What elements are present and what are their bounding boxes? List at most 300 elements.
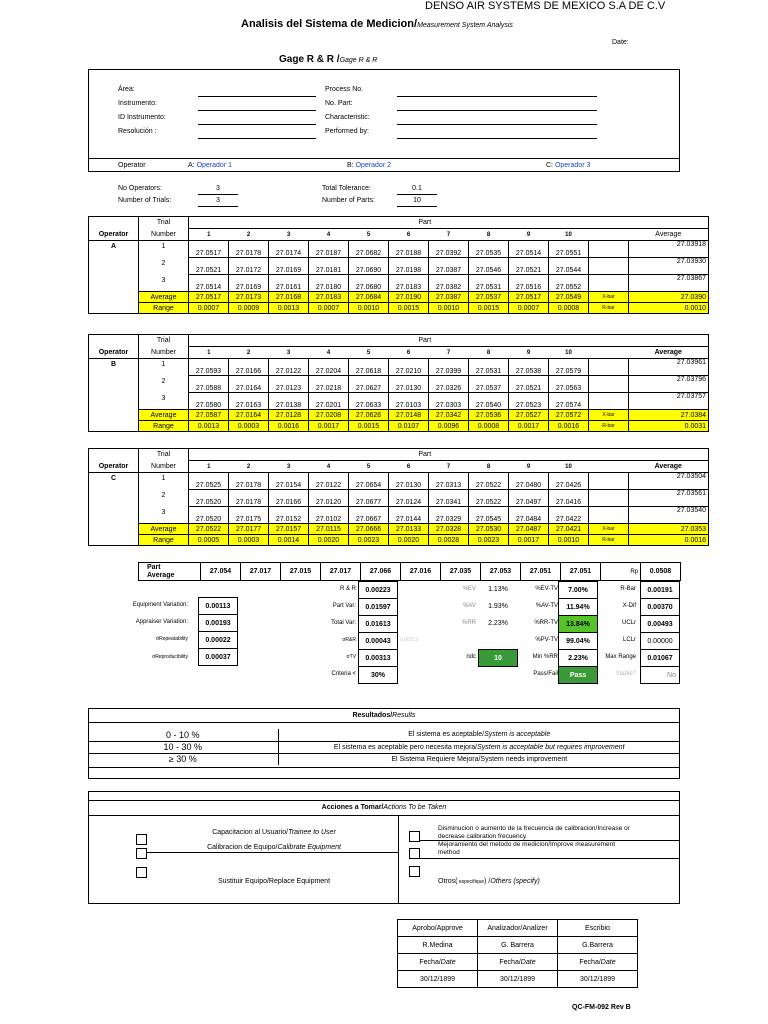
results-title: Resultados/Results xyxy=(352,712,416,719)
trial-average: 27.03561 xyxy=(629,490,709,507)
signoff-table xyxy=(397,919,638,988)
company-name: DENSO AIR SYSTEMS DE MEXICO S.A DE C.V xyxy=(425,0,666,12)
average-header: Average xyxy=(629,347,709,359)
measurement-cell[interactable]: 27.0588 xyxy=(189,376,229,393)
measurement-cell[interactable]: 27.0169 xyxy=(229,275,269,292)
part-column-header: 5 xyxy=(349,461,389,473)
measurement-cell[interactable]: 27.0538 xyxy=(509,359,549,376)
measurement-cell[interactable]: 27.0545 xyxy=(469,507,509,524)
measurement-cell[interactable]: 27.0130 xyxy=(389,376,429,393)
operator-block-b xyxy=(88,334,709,432)
operator-block-a xyxy=(88,216,709,314)
part-average-value: 27.015 xyxy=(281,563,321,581)
trial-average: 27.03961 xyxy=(629,359,709,376)
pvtv-label: %PV-TV xyxy=(535,637,558,643)
rbar-label: R-bar xyxy=(589,535,629,546)
part-column-header: 9 xyxy=(509,347,549,359)
trial-header: Trial xyxy=(156,219,171,227)
measurement-cell[interactable]: 27.0138 xyxy=(269,393,309,410)
instrumento-label: Instrumento: xyxy=(118,100,157,107)
xbar-value: 27.0384 xyxy=(629,410,709,421)
average-cell: 27.0115 xyxy=(309,524,349,535)
range-cell: 0.0003 xyxy=(229,421,269,432)
rbar-label: R-Bar xyxy=(620,586,636,592)
measurement-cell[interactable]: 27.0544 xyxy=(549,258,589,275)
measurement-cell[interactable]: 27.0387 xyxy=(429,258,469,275)
measurement-cell[interactable]: 27.0690 xyxy=(349,258,389,275)
date-label: Date: xyxy=(612,39,629,46)
measurement-cell[interactable]: 27.0522 xyxy=(469,490,509,507)
measurement-cell[interactable]: 27.0682 xyxy=(349,241,389,258)
action-other-label: Otros( especifique) /Others (specify) xyxy=(438,878,540,885)
part-column-header: 5 xyxy=(349,347,389,359)
measurement-cell[interactable]: 27.0517 xyxy=(189,241,229,258)
average-cell: 27.0342 xyxy=(429,410,469,421)
part-column-header: 6 xyxy=(389,347,429,359)
lcl-label: LCLr xyxy=(622,637,636,643)
trial-number: 3 xyxy=(161,276,166,284)
result-text: El sistema es aceptable pero necesita mejora/System is acceptable but requires improvement xyxy=(278,741,680,753)
range-cell: 0.0107 xyxy=(389,421,429,432)
part-column-header: 9 xyxy=(509,461,549,473)
ev-value: 0.00113 xyxy=(199,598,238,615)
measurement-cell[interactable]: 27.0122 xyxy=(269,359,309,376)
measurement-cell[interactable]: 27.0680 xyxy=(349,275,389,292)
part-average-value: 27.035 xyxy=(441,563,481,581)
average-cell: 27.0128 xyxy=(269,410,309,421)
average-cell: 27.0517 xyxy=(189,292,229,303)
measurement-cell[interactable]: 27.0161 xyxy=(269,275,309,292)
maxr-value: 0.01067 xyxy=(641,650,680,667)
measurement-cell[interactable]: 27.0497 xyxy=(509,490,549,507)
pv-value: 0.01597 xyxy=(359,599,398,616)
measurement-cell[interactable]: 27.0535 xyxy=(469,241,509,258)
action-calibrate-checkbox[interactable] xyxy=(136,848,147,859)
trial-header: Trial xyxy=(156,337,171,345)
measurement-cell[interactable]: 27.0399 xyxy=(429,359,469,376)
signoff-date: 30/12/1899 xyxy=(398,971,478,988)
trial-average: 27.03918 xyxy=(629,241,709,258)
range-cell: 0.0003 xyxy=(229,535,269,546)
ucl-label: UCLr xyxy=(621,620,636,626)
trial-average: 27.03504 xyxy=(629,473,709,490)
xbar-value: 27.0353 xyxy=(629,524,709,535)
measurement-cell[interactable]: 27.0633 xyxy=(349,393,389,410)
parts-value[interactable]: 10 xyxy=(413,197,421,204)
average-cell: 27.0530 xyxy=(469,524,509,535)
measurement-cell[interactable]: 27.0144 xyxy=(389,507,429,524)
measurement-cell[interactable]: 27.0654 xyxy=(349,473,389,490)
xbar-label: X-bar xyxy=(589,524,629,535)
measurement-cell[interactable]: 27.0174 xyxy=(269,241,309,258)
measurement-cell[interactable]: 27.0525 xyxy=(189,473,229,490)
trial-average: 27.03540 xyxy=(629,507,709,524)
gage-title xyxy=(279,54,377,67)
part-column-header: 7 xyxy=(429,229,469,241)
measurement-cell[interactable]: 27.0166 xyxy=(269,490,309,507)
measurement-cell[interactable]: 27.0522 xyxy=(469,473,509,490)
action-method-checkbox[interactable] xyxy=(409,848,420,859)
pf-label: Pass/Fail xyxy=(533,671,558,677)
measurement-cell[interactable]: 27.0175 xyxy=(229,507,269,524)
otv-label: σTV xyxy=(346,654,356,660)
action-replace-label: Sustituir Equipo/Replace Equipment xyxy=(217,878,331,885)
part-average-value: 27.051 xyxy=(561,563,601,581)
measurement-cell[interactable]: 27.0552 xyxy=(549,275,589,292)
orep-value: 0.00022 xyxy=(199,632,238,649)
measurement-cell[interactable]: 27.0201 xyxy=(309,393,349,410)
measurement-cell[interactable]: 27.0313 xyxy=(429,473,469,490)
average-header: Average xyxy=(629,461,709,473)
xbar-value: 27.0390 xyxy=(629,292,709,303)
measurement-cell[interactable]: 27.0580 xyxy=(189,393,229,410)
measurement-cell[interactable]: 27.0204 xyxy=(309,359,349,376)
xdif-value: 0.00370 xyxy=(641,599,680,616)
pev-label: %EV xyxy=(462,586,476,592)
pv-label: Part Var: xyxy=(332,603,356,609)
measurement-cell[interactable]: 27.0520 xyxy=(189,490,229,507)
measurement-cell[interactable]: 27.0181 xyxy=(309,258,349,275)
minrr-label: Min %RR xyxy=(532,654,558,660)
trial-average: 27.03796 xyxy=(629,376,709,393)
range-cell: 0.0010 xyxy=(549,535,589,546)
action-frequency-label: Disminucion o aumento de la frecuencia de calibracion/Increase or decrease calibration frecuency xyxy=(438,825,630,840)
operator-letter: B xyxy=(89,359,139,410)
no-operators-value[interactable]: 3 xyxy=(216,185,220,192)
part-column-header: 2 xyxy=(229,461,269,473)
measurement-cell[interactable]: 27.0178 xyxy=(229,241,269,258)
signoff-name: R.Medina xyxy=(398,937,478,954)
result-range: ≥ 30 % xyxy=(88,753,278,765)
pass-fail-value: Pass xyxy=(559,667,598,684)
measurement-cell[interactable]: 27.0551 xyxy=(549,241,589,258)
measurement-cell[interactable]: 27.0210 xyxy=(389,359,429,376)
measurement-cell[interactable]: 27.0198 xyxy=(389,258,429,275)
form-code: QC-FM-092 Rev B xyxy=(572,1004,631,1011)
ndc-value: 10 xyxy=(479,650,518,667)
ev-av-values xyxy=(198,597,238,666)
criteria-value[interactable]: 30% xyxy=(359,667,398,684)
part-column-header: 3 xyxy=(269,461,309,473)
no-part-field[interactable] xyxy=(397,110,597,111)
orr-value: 0.00043 xyxy=(359,633,398,650)
measurement-cell[interactable]: 27.0531 xyxy=(469,275,509,292)
average-row-label: Average xyxy=(139,410,189,421)
signoff-date-label: Fecha/Date xyxy=(558,954,638,971)
range-cell: 0.0028 xyxy=(429,535,469,546)
range-cell: 0.0013 xyxy=(189,421,229,432)
ndc-box xyxy=(478,649,518,667)
average-cell: 27.0587 xyxy=(189,410,229,421)
measurement-cell[interactable]: 27.0187 xyxy=(309,241,349,258)
measurement-cell[interactable]: 27.0103 xyxy=(389,393,429,410)
parts-label: Number of Parts: xyxy=(322,197,375,204)
signoff-date: 30/12/1899 xyxy=(558,971,638,988)
measurement-cell[interactable]: 27.0382 xyxy=(429,275,469,292)
rrtv-value: 13.84% xyxy=(559,616,598,633)
signoff-header: Aprobo/Approve xyxy=(398,920,478,937)
evtv-label: %EV-TV xyxy=(535,586,558,592)
part-column-header: 4 xyxy=(309,461,349,473)
measurement-cell[interactable]: 27.0329 xyxy=(429,507,469,524)
number-header: Number xyxy=(139,461,189,473)
measurement-cell[interactable]: 27.0480 xyxy=(509,473,549,490)
part-column-header: 7 xyxy=(429,461,469,473)
measurement-cell[interactable]: 27.0546 xyxy=(469,258,509,275)
range-cell: 0.0015 xyxy=(469,303,509,314)
measurement-cell[interactable]: 27.0183 xyxy=(389,275,429,292)
measurement-cell[interactable]: 27.0163 xyxy=(229,393,269,410)
average-cell: 27.0572 xyxy=(549,410,589,421)
average-header: Average xyxy=(629,229,709,241)
measurement-cell[interactable]: 27.0218 xyxy=(309,376,349,393)
avtv-value: 11.94% xyxy=(559,599,598,616)
operator-block-c xyxy=(88,448,709,546)
ucl-value: 0.00493 xyxy=(641,616,680,633)
title-sub: Measurement System Analysis xyxy=(417,22,513,29)
measurement-cell[interactable]: 27.0124 xyxy=(389,490,429,507)
part-header: Part xyxy=(189,217,661,229)
av-label: Appraiser Variation: xyxy=(135,619,188,625)
range-cell: 0.0023 xyxy=(349,535,389,546)
average-cell: 27.0626 xyxy=(349,410,389,421)
range-cell: 0.0014 xyxy=(269,535,309,546)
measurement-cell[interactable]: 27.0392 xyxy=(429,241,469,258)
trial-average: 27.03930 xyxy=(629,258,709,275)
measurement-cell[interactable]: 27.0514 xyxy=(509,241,549,258)
tolerance-label: Total Tolerance: xyxy=(322,185,371,192)
measurement-cell[interactable]: 27.0677 xyxy=(349,490,389,507)
range-cell: 0.0017 xyxy=(309,421,349,432)
range-row-label: Range xyxy=(139,535,189,546)
performed-by-label: Performed by: xyxy=(325,128,369,135)
average-cell: 27.0328 xyxy=(429,524,469,535)
measurement-cell[interactable]: 27.0520 xyxy=(189,507,229,524)
trial-average: 27.03867 xyxy=(629,275,709,292)
number-header: Number xyxy=(139,347,189,359)
average-cell: 27.0421 xyxy=(549,524,589,535)
measurement-cell[interactable]: 27.0164 xyxy=(229,376,269,393)
measurement-cell[interactable]: 27.0521 xyxy=(509,376,549,393)
title-main: Analisis del Sistema de Medicion/ xyxy=(241,18,418,30)
part-average-value: 27.066 xyxy=(361,563,401,581)
process-no-field[interactable] xyxy=(397,96,597,97)
measurement-cell[interactable]: 27.0178 xyxy=(229,473,269,490)
xbar-label: X-bar xyxy=(589,292,629,303)
measurement-cell[interactable]: 27.0326 xyxy=(429,376,469,393)
part-column-header: 9 xyxy=(509,229,549,241)
result-text: El sistema es aceptable/System is acceptable xyxy=(278,729,680,741)
measurement-cell[interactable]: 27.0172 xyxy=(229,258,269,275)
average-cell: 27.0164 xyxy=(229,410,269,421)
range-cell: 0.0010 xyxy=(349,303,389,314)
part-average-value: 27.017 xyxy=(241,563,281,581)
rbar-value: 0.0016 xyxy=(629,535,709,546)
part-column-header: 8 xyxy=(469,347,509,359)
range-cell: 0.0020 xyxy=(309,535,349,546)
average-cell: 27.0157 xyxy=(269,524,309,535)
measurement-cell[interactable]: 27.0579 xyxy=(549,359,589,376)
range-cell: 0.0013 xyxy=(269,303,309,314)
average-row-label: Average xyxy=(139,292,189,303)
range-cell: 0.0015 xyxy=(349,421,389,432)
measurement-cell[interactable]: 27.0122 xyxy=(309,473,349,490)
trial-number: 1 xyxy=(161,361,166,368)
measurement-cell[interactable]: 27.0120 xyxy=(309,490,349,507)
action-calibrate-label: Calibracion de Equipo/Calibrate Equipment xyxy=(207,844,341,851)
trial-number: 3 xyxy=(161,394,166,402)
measurement-cell[interactable]: 27.0416 xyxy=(549,490,589,507)
operator-c: C: Operador 3 xyxy=(546,162,591,169)
stable-label: Stable? xyxy=(615,671,636,677)
measurement-cell[interactable]: 27.0154 xyxy=(269,473,309,490)
rbar-label: R-bar xyxy=(589,421,629,432)
measurement-cell[interactable]: 27.0521 xyxy=(189,258,229,275)
measurement-cell[interactable]: 27.0188 xyxy=(389,241,429,258)
action-frequency-checkbox[interactable] xyxy=(409,831,420,842)
measurement-cell[interactable]: 27.0531 xyxy=(469,359,509,376)
part-column-header: 3 xyxy=(269,229,309,241)
otv-value: 0.00313 xyxy=(359,650,398,667)
area-field[interactable] xyxy=(198,96,316,97)
percent-tv-values xyxy=(558,581,598,684)
measurement-cell[interactable]: 27.0102 xyxy=(309,507,349,524)
range-cell: 0.0017 xyxy=(509,421,549,432)
average-cell: 27.0183 xyxy=(309,292,349,303)
trial-number: 2 xyxy=(161,377,166,385)
measurement-cell[interactable]: 27.0593 xyxy=(189,359,229,376)
characteristic-label: Characteristic: xyxy=(325,114,370,121)
range-row-label: Range xyxy=(139,303,189,314)
performed-by-field[interactable] xyxy=(397,138,597,139)
signoff-name: G.Barrera xyxy=(558,937,638,954)
part-average-value: 27.053 xyxy=(481,563,521,581)
measurement-cell[interactable]: 27.0537 xyxy=(469,376,509,393)
action-replace-checkbox[interactable] xyxy=(136,867,147,878)
minrr-value: 2.23% xyxy=(559,650,598,667)
range-cell: 0.0005 xyxy=(189,535,229,546)
operator-b: B: Operador 2 xyxy=(347,162,391,169)
orepro-label: σReproducibility xyxy=(152,654,188,660)
tolerance-value[interactable]: 0.1 xyxy=(412,185,422,192)
trial-average: 27.03757 xyxy=(629,393,709,410)
stable-value: No xyxy=(641,667,680,684)
signoff-date-label: Fecha/Date xyxy=(398,954,478,971)
measurement-cell[interactable]: 27.0180 xyxy=(309,275,349,292)
measurement-cell[interactable]: 27.0627 xyxy=(349,376,389,393)
characteristic-field[interactable] xyxy=(397,124,597,125)
measurement-cell[interactable]: 27.0130 xyxy=(389,473,429,490)
page-title xyxy=(241,18,513,32)
part-column-header: 8 xyxy=(469,461,509,473)
signoff-header: Escribio xyxy=(558,920,638,937)
average-cell: 27.0208 xyxy=(309,410,349,421)
area-label: Área: xyxy=(118,86,135,93)
rrtv-label: %RR-TV xyxy=(534,620,558,626)
operator-a-name: Operador 1 xyxy=(196,162,232,169)
range-cell: 0.0010 xyxy=(429,303,469,314)
measurement-cell[interactable]: 27.0523 xyxy=(509,393,549,410)
info-box xyxy=(88,69,680,172)
measurement-cell[interactable]: 27.0303 xyxy=(429,393,469,410)
trial-number: 3 xyxy=(161,508,166,516)
part-column-header: 4 xyxy=(309,347,349,359)
orep-label: σRepeatability xyxy=(156,636,188,642)
measurement-cell[interactable]: 27.0426 xyxy=(549,473,589,490)
measurement-cell[interactable]: 27.0521 xyxy=(509,258,549,275)
id-instrumento-field[interactable] xyxy=(198,124,316,125)
average-cell: 27.0133 xyxy=(389,524,429,535)
signoff-date: 30/12/1899 xyxy=(478,971,558,988)
range-cell: 0.0008 xyxy=(469,421,509,432)
part-column-header: 8 xyxy=(469,229,509,241)
measurement-cell[interactable]: 27.0514 xyxy=(189,275,229,292)
part-column-header: 7 xyxy=(429,347,469,359)
measurement-cell[interactable]: 27.0574 xyxy=(549,393,589,410)
trials-value[interactable]: 3 xyxy=(216,197,220,204)
measurement-cell[interactable]: 27.0123 xyxy=(269,376,309,393)
operator-label: Operator xyxy=(118,162,146,169)
rp-value: 0.0508 xyxy=(641,563,681,581)
measurement-cell[interactable]: 27.0169 xyxy=(269,258,309,275)
part-column-header: 10 xyxy=(549,229,589,241)
range-cell: 0.0016 xyxy=(549,421,589,432)
range-cell: 0.0016 xyxy=(269,421,309,432)
range-cell: 0.0007 xyxy=(189,303,229,314)
orepro-value: 0.00037 xyxy=(199,649,238,666)
criteria-label: Criteria < xyxy=(331,671,356,677)
measurement-cell[interactable]: 27.0516 xyxy=(509,275,549,292)
result-text: El Sistema Requiere Mejora/System needs improvement xyxy=(391,755,568,763)
measurement-cell[interactable]: 27.0667 xyxy=(349,507,389,524)
measurement-cell[interactable]: 27.0152 xyxy=(269,507,309,524)
measurement-cell[interactable]: 27.0422 xyxy=(549,507,589,524)
maxr-label: Max Range xyxy=(605,654,636,660)
average-cell: 27.0522 xyxy=(189,524,229,535)
measurement-cell[interactable]: 27.0484 xyxy=(509,507,549,524)
operator-header: Operator xyxy=(89,347,139,359)
part-column-header: 1 xyxy=(189,461,229,473)
measurement-cell[interactable]: 27.0166 xyxy=(229,359,269,376)
range-row-label: Range xyxy=(139,421,189,432)
measurement-cell[interactable]: 27.0178 xyxy=(229,490,269,507)
resolucion-field[interactable] xyxy=(198,138,316,139)
signoff-header: Analizador/Analizer xyxy=(478,920,558,937)
range-cell: 0.0017 xyxy=(509,535,549,546)
average-cell: 27.0666 xyxy=(349,524,389,535)
range-cell: 0.0007 xyxy=(509,303,549,314)
action-trainee-checkbox[interactable] xyxy=(136,834,147,845)
measurement-cell[interactable]: 27.0563 xyxy=(549,376,589,393)
measurement-cell[interactable]: 27.0618 xyxy=(349,359,389,376)
action-other-checkbox[interactable] xyxy=(409,866,420,877)
no-part-label: No. Part: xyxy=(325,100,353,107)
average-cell: 27.0527 xyxy=(509,410,549,421)
ev-label: Equipment Variation: xyxy=(132,602,188,608)
rbar-value: 0.00191 xyxy=(641,582,680,599)
instrumento-field[interactable] xyxy=(198,110,316,111)
id-instrumento-label: ID Instrumento: xyxy=(118,114,166,121)
lcl-value: 0.00000 xyxy=(641,633,680,650)
ndc-label: ndc xyxy=(466,654,476,660)
prr-value: 2.23% xyxy=(488,620,508,627)
operator-b-name: Operador 2 xyxy=(355,162,391,169)
orr-label: σR&R xyxy=(342,637,356,643)
control-values xyxy=(640,581,680,684)
measurement-cell[interactable]: 27.0540 xyxy=(469,393,509,410)
gage-title-sub: Gage R & R xyxy=(339,57,378,64)
measurement-cell[interactable]: 27.0341 xyxy=(429,490,469,507)
